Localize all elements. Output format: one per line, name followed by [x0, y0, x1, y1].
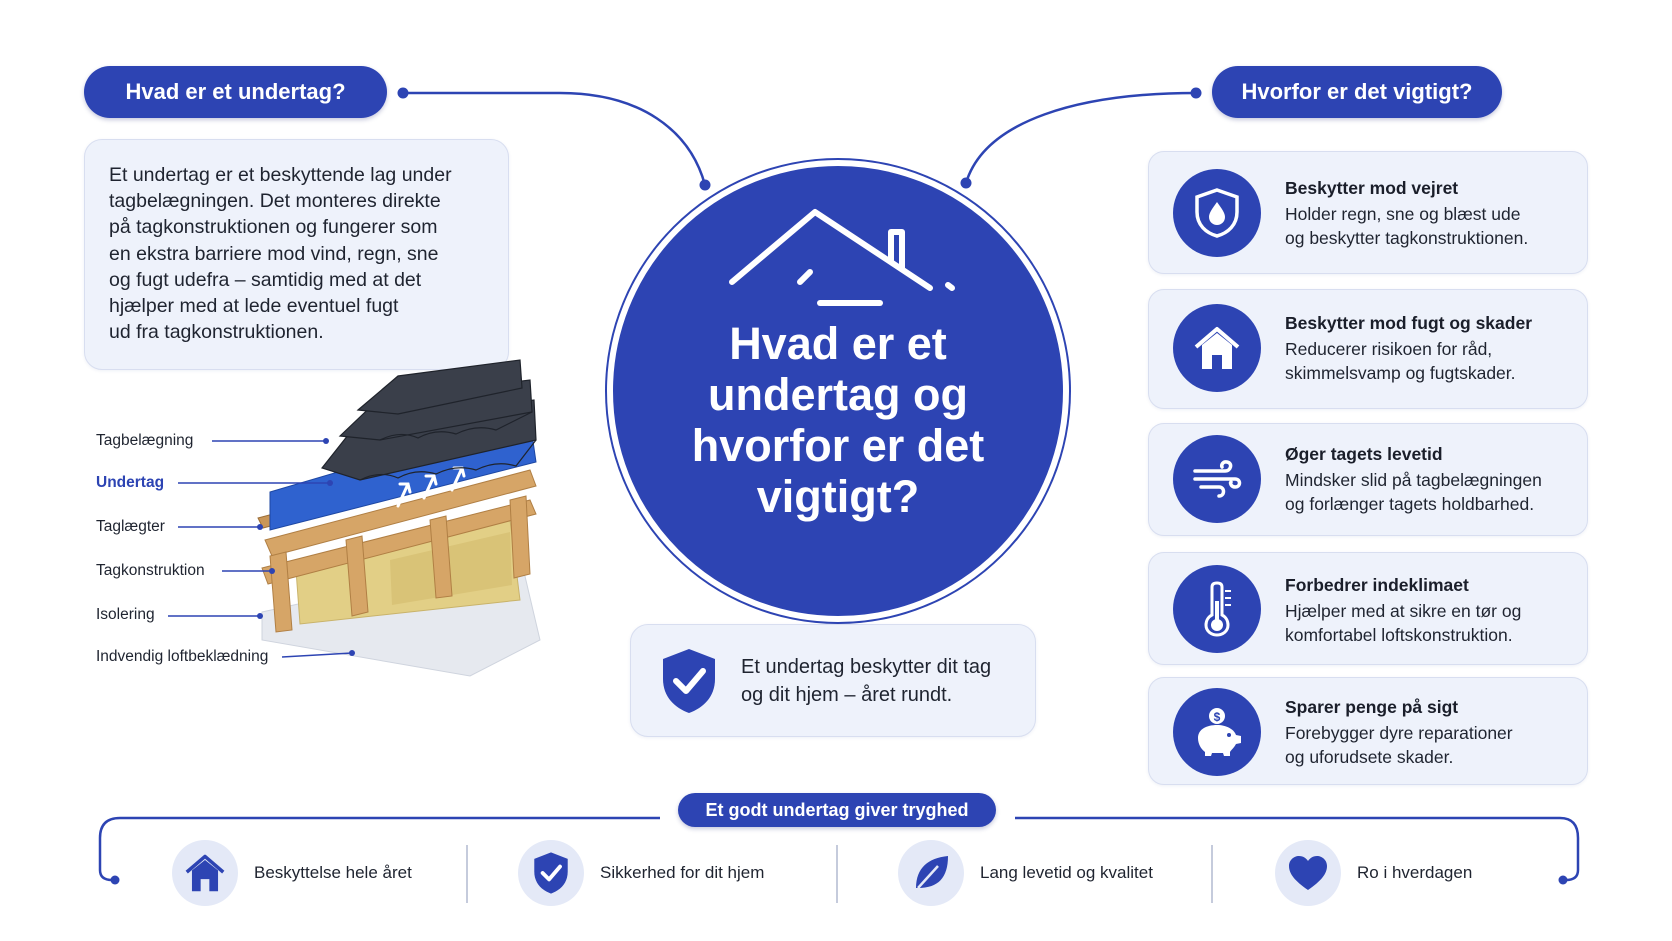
footer-item-label: Ro i hverdagen — [1357, 863, 1473, 882]
intro-text: Et undertag er et beskyttende lag under tagbelægningen. Det monteres direkte på tagkonstruktionen og fungerer som en ekstra barriere mod vind, regn, sne og fugt udefra – samtidig med at det hjælper med at lede eventuel fugt ud fra tagkonstruktionen. — [109, 164, 452, 344]
footer-divider — [836, 845, 838, 903]
benefit-desc: Hjælper med at sikre en tør og komfortabel loftskonstruktion. — [1285, 601, 1522, 645]
benefit-card-weather — [1148, 151, 1588, 274]
shield-check-icon — [661, 647, 717, 715]
footer-item-quality — [898, 840, 1153, 906]
benefit-desc: Mindsker slid på tagbelægningen og forlænger tagets holdbarhed. — [1285, 470, 1542, 514]
benefit-title: Øger tagets levetid — [1285, 444, 1443, 464]
heart-icon — [1275, 840, 1341, 906]
layer-label-roofing: Tagbelægning — [96, 432, 194, 449]
benefit-title: Forbedrer indeklimaet — [1285, 575, 1469, 595]
leaf-icon — [898, 840, 964, 906]
piggy-bank-icon — [1173, 688, 1261, 776]
thermometer-icon — [1173, 565, 1261, 653]
footer-divider — [466, 845, 468, 903]
footer-title: Et godt undertag giver tryghed — [678, 793, 996, 827]
footer-item-label: Sikkerhed for dit hjem — [600, 863, 765, 882]
layer-label-underlay: Undertag — [96, 474, 165, 491]
footer-item-peace — [1275, 840, 1472, 906]
section-title-why: Hvorfor er det vigtigt? — [1212, 66, 1502, 118]
svg-text:$: $ — [1213, 710, 1221, 724]
benefit-card-lifespan — [1148, 423, 1588, 536]
benefit-title: Beskytter mod fugt og skader — [1285, 313, 1532, 333]
benefit-card-climate — [1148, 552, 1588, 665]
shield-check-icon — [518, 840, 584, 906]
benefit-desc: Forebygger dyre reparationer og uforudsete skader. — [1285, 723, 1513, 767]
section-title-what: Hvad er et undertag? — [84, 66, 387, 118]
benefit-desc: Reducerer risikoen for råd, skimmelsvamp og fugtskader. — [1285, 339, 1516, 383]
footer-divider — [1211, 845, 1213, 903]
footer-item-protection — [172, 840, 412, 906]
benefit-desc: Holder regn, sne og blæst ude og beskytter tagkonstruktionen. — [1285, 204, 1529, 248]
benefit-card-savings — [1148, 677, 1588, 785]
note-text: Et undertag beskytter dit tag og dit hjem – året rundt. — [741, 655, 992, 706]
footer-item-safety — [518, 840, 764, 906]
footer-item-label: Lang levetid og kvalitet — [980, 863, 1153, 882]
benefit-title: Sparer penge på sigt — [1285, 697, 1459, 717]
benefit-title: Beskytter mod vejret — [1285, 178, 1459, 198]
layer-label-battens: Taglægter — [96, 518, 165, 535]
wind-icon — [1173, 435, 1261, 523]
layer-label-insulation: Isolering — [96, 606, 155, 623]
note-card — [630, 624, 1036, 737]
house-icon — [1173, 304, 1261, 392]
layer-label-structure: Tagkonstruktion — [96, 562, 205, 579]
layer-label-ceiling: Indvendig loftbeklædning — [96, 648, 269, 665]
benefit-card-moisture — [1148, 289, 1588, 409]
house-icon — [172, 840, 238, 906]
footer-item-label: Beskyttelse hele året — [254, 863, 412, 882]
shield-drop-icon — [1173, 169, 1261, 257]
center-title: Hvad er et undertag og hvorfor er det vigtigt? — [691, 318, 985, 522]
